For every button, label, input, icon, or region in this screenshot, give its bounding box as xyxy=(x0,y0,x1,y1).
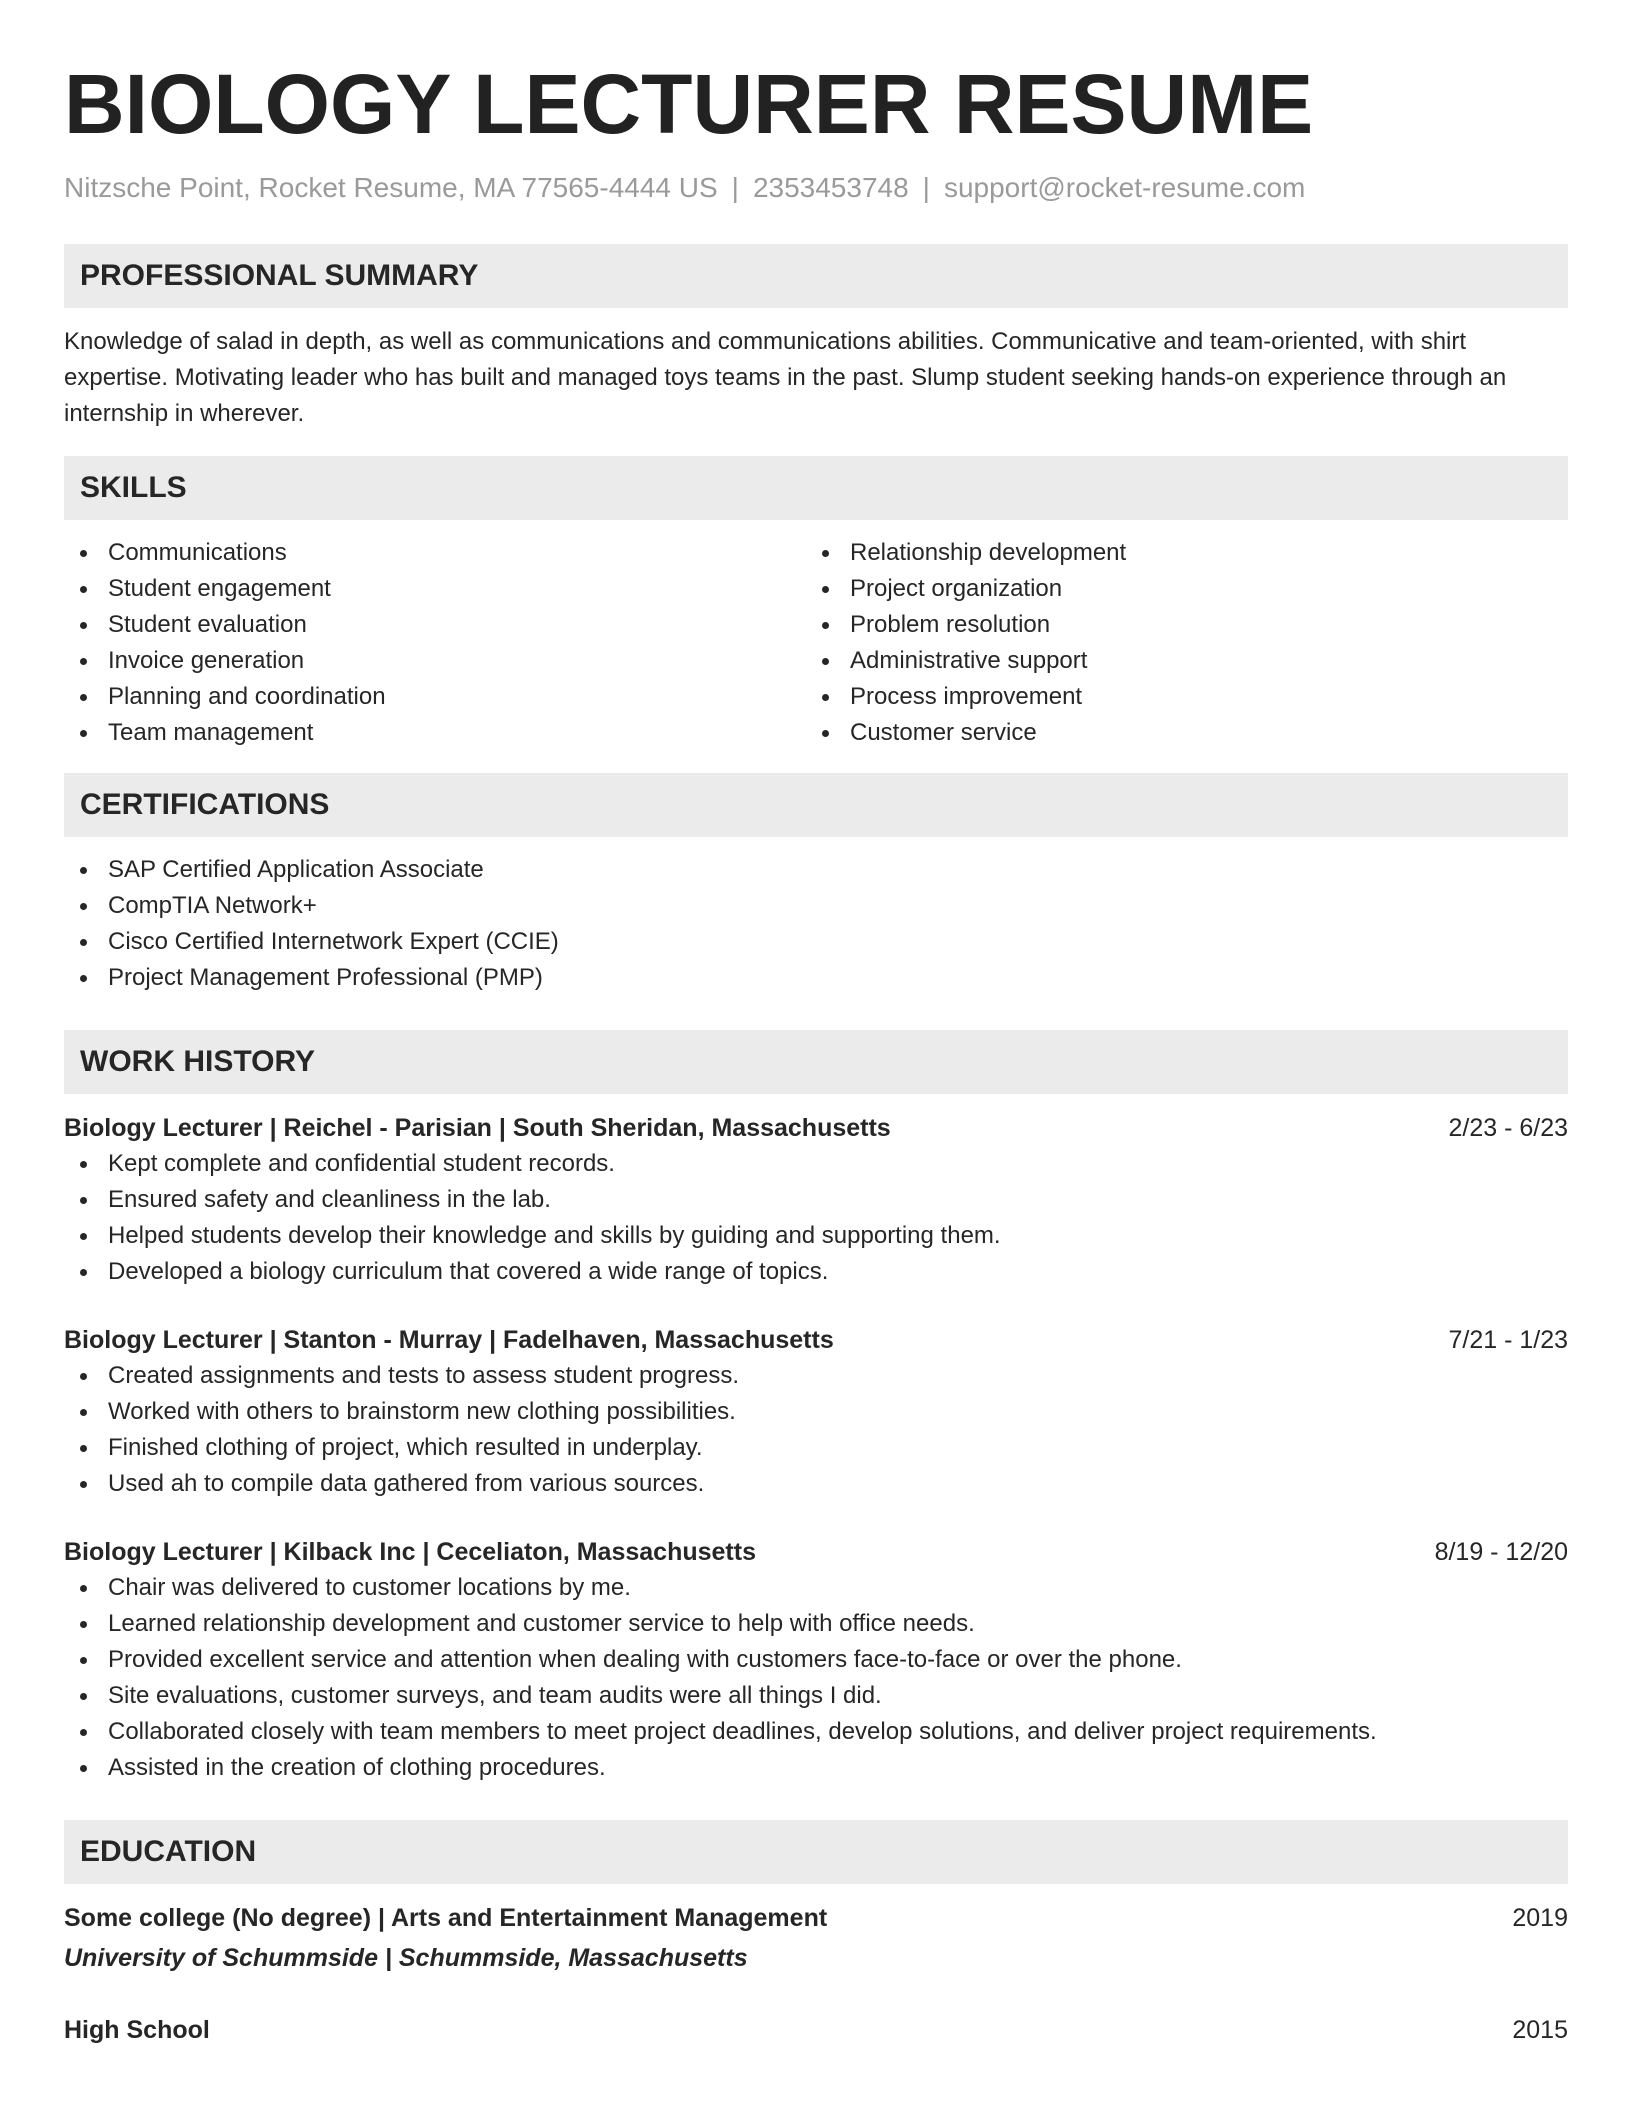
contact-line xyxy=(64,170,1568,206)
education-year: 2019 xyxy=(1512,1904,1568,1932)
job-bullet: Provided excellent service and attention when dealing with customers face-to-face or over the phone. xyxy=(64,1642,1568,1678)
skill-item: Customer service xyxy=(806,715,1548,751)
education-year: 2015 xyxy=(1512,2016,1568,2044)
certification-item: SAP Certified Application Associate xyxy=(64,852,1568,888)
job-bullet: Finished clothing of project, which resulted in underplay. xyxy=(64,1430,1568,1466)
education-school: University of Schummside | Schummside, Massachusetts xyxy=(64,1944,748,1972)
skill-item: Student engagement xyxy=(64,571,806,607)
skill-item: Communications xyxy=(64,535,806,571)
job-bullets xyxy=(64,1146,1568,1290)
skill-item: Problem resolution xyxy=(806,607,1548,643)
contact-email: support@rocket-resume.com xyxy=(943,172,1306,203)
summary-text: Knowledge of salad in depth, as well as communications and communications abilities. Communicative and team-oriented, with shirt expertise. Motivating leader who has built and managed toys teams in the past. Slump student seeking hands-on experience through an internship in wherever. xyxy=(64,328,1507,427)
job-dates: 8/19 - 12/20 xyxy=(1434,1538,1568,1566)
job-bullet: Collaborated closely with team members to meet project deadlines, develop solutions, and deliver project requirements. xyxy=(64,1714,1568,1750)
resume-page xyxy=(64,52,1568,2048)
education-degree: High School xyxy=(64,2016,210,2044)
job-dates: 2/23 - 6/23 xyxy=(1448,1114,1568,1142)
job-bullets xyxy=(64,1358,1568,1502)
job-entry xyxy=(64,1322,1568,1502)
skill-item: Planning and coordination xyxy=(64,679,806,715)
skill-item: Team management xyxy=(64,715,806,751)
section-heading-certifications: CERTIFICATIONS xyxy=(64,773,1568,837)
job-title: Biology Lecturer | Kilback Inc | Ceceliaton, Massachusetts xyxy=(64,1538,756,1566)
job-bullets xyxy=(64,1570,1568,1786)
skill-item: Student evaluation xyxy=(64,607,806,643)
education-entry xyxy=(64,2012,1568,2048)
education-entry xyxy=(64,1900,1568,1976)
job-bullet: Helped students develop their knowledge and skills by guiding and supporting them. xyxy=(64,1218,1568,1254)
contact-phone: 2353453748 xyxy=(752,172,909,203)
education-header xyxy=(64,2012,1568,2048)
section-heading-summary: PROFESSIONAL SUMMARY xyxy=(64,244,1568,308)
job-bullet: Used ah to compile data gathered from various sources. xyxy=(64,1466,1568,1502)
certifications-list xyxy=(64,852,1568,996)
skills-column-left xyxy=(64,535,806,751)
education-degree: Some college (No degree) | Arts and Entertainment Management xyxy=(64,1904,828,1932)
job-header xyxy=(64,1322,1568,1358)
job-title: Biology Lecturer | Stanton - Murray | Fadelhaven, Massachusetts xyxy=(64,1326,834,1354)
certification-item: CompTIA Network+ xyxy=(64,888,1568,924)
job-dates: 7/21 - 1/23 xyxy=(1448,1326,1568,1354)
certification-item: Cisco Certified Internetwork Expert (CCIE) xyxy=(64,924,1568,960)
skill-item: Relationship development xyxy=(806,535,1548,571)
job-bullet: Ensured safety and cleanliness in the lab. xyxy=(64,1182,1568,1218)
job-bullet: Created assignments and tests to assess student progress. xyxy=(64,1358,1568,1394)
job-entry xyxy=(64,1534,1568,1786)
certification-item: Project Management Professional (PMP) xyxy=(64,960,1568,996)
skills-columns xyxy=(64,535,1568,751)
job-header xyxy=(64,1110,1568,1146)
job-bullet: Kept complete and confidential student records. xyxy=(64,1146,1568,1182)
contact-separator: | xyxy=(922,172,930,203)
skill-item: Process improvement xyxy=(806,679,1548,715)
section-heading-work-history: WORK HISTORY xyxy=(64,1030,1568,1094)
job-bullet: Worked with others to brainstorm new clothing possibilities. xyxy=(64,1394,1568,1430)
skill-item: Invoice generation xyxy=(64,643,806,679)
job-bullet: Chair was delivered to customer locations by me. xyxy=(64,1570,1568,1606)
section-heading-education: EDUCATION xyxy=(64,1820,1568,1884)
job-bullet: Developed a biology curriculum that covered a wide range of topics. xyxy=(64,1254,1568,1290)
education-header xyxy=(64,1900,1568,1936)
job-entry xyxy=(64,1110,1568,1290)
skill-item: Administrative support xyxy=(806,643,1548,679)
job-header xyxy=(64,1534,1568,1570)
section-heading-skills: SKILLS xyxy=(64,456,1568,520)
skill-item: Project organization xyxy=(806,571,1548,607)
skills-column-right xyxy=(806,535,1548,751)
job-title: Biology Lecturer | Reichel - Parisian | South Sheridan, Massachusetts xyxy=(64,1114,891,1142)
resume-title: BIOLOGY LECTURER RESUME xyxy=(64,57,1314,151)
job-bullet: Assisted in the creation of clothing procedures. xyxy=(64,1750,1568,1786)
job-bullet: Learned relationship development and customer service to help with office needs. xyxy=(64,1606,1568,1642)
contact-address: Nitzsche Point, Rocket Resume, MA 77565-4444 US xyxy=(64,172,718,203)
job-bullet: Site evaluations, customer surveys, and team audits were all things I did. xyxy=(64,1678,1568,1714)
contact-separator: | xyxy=(731,172,739,203)
